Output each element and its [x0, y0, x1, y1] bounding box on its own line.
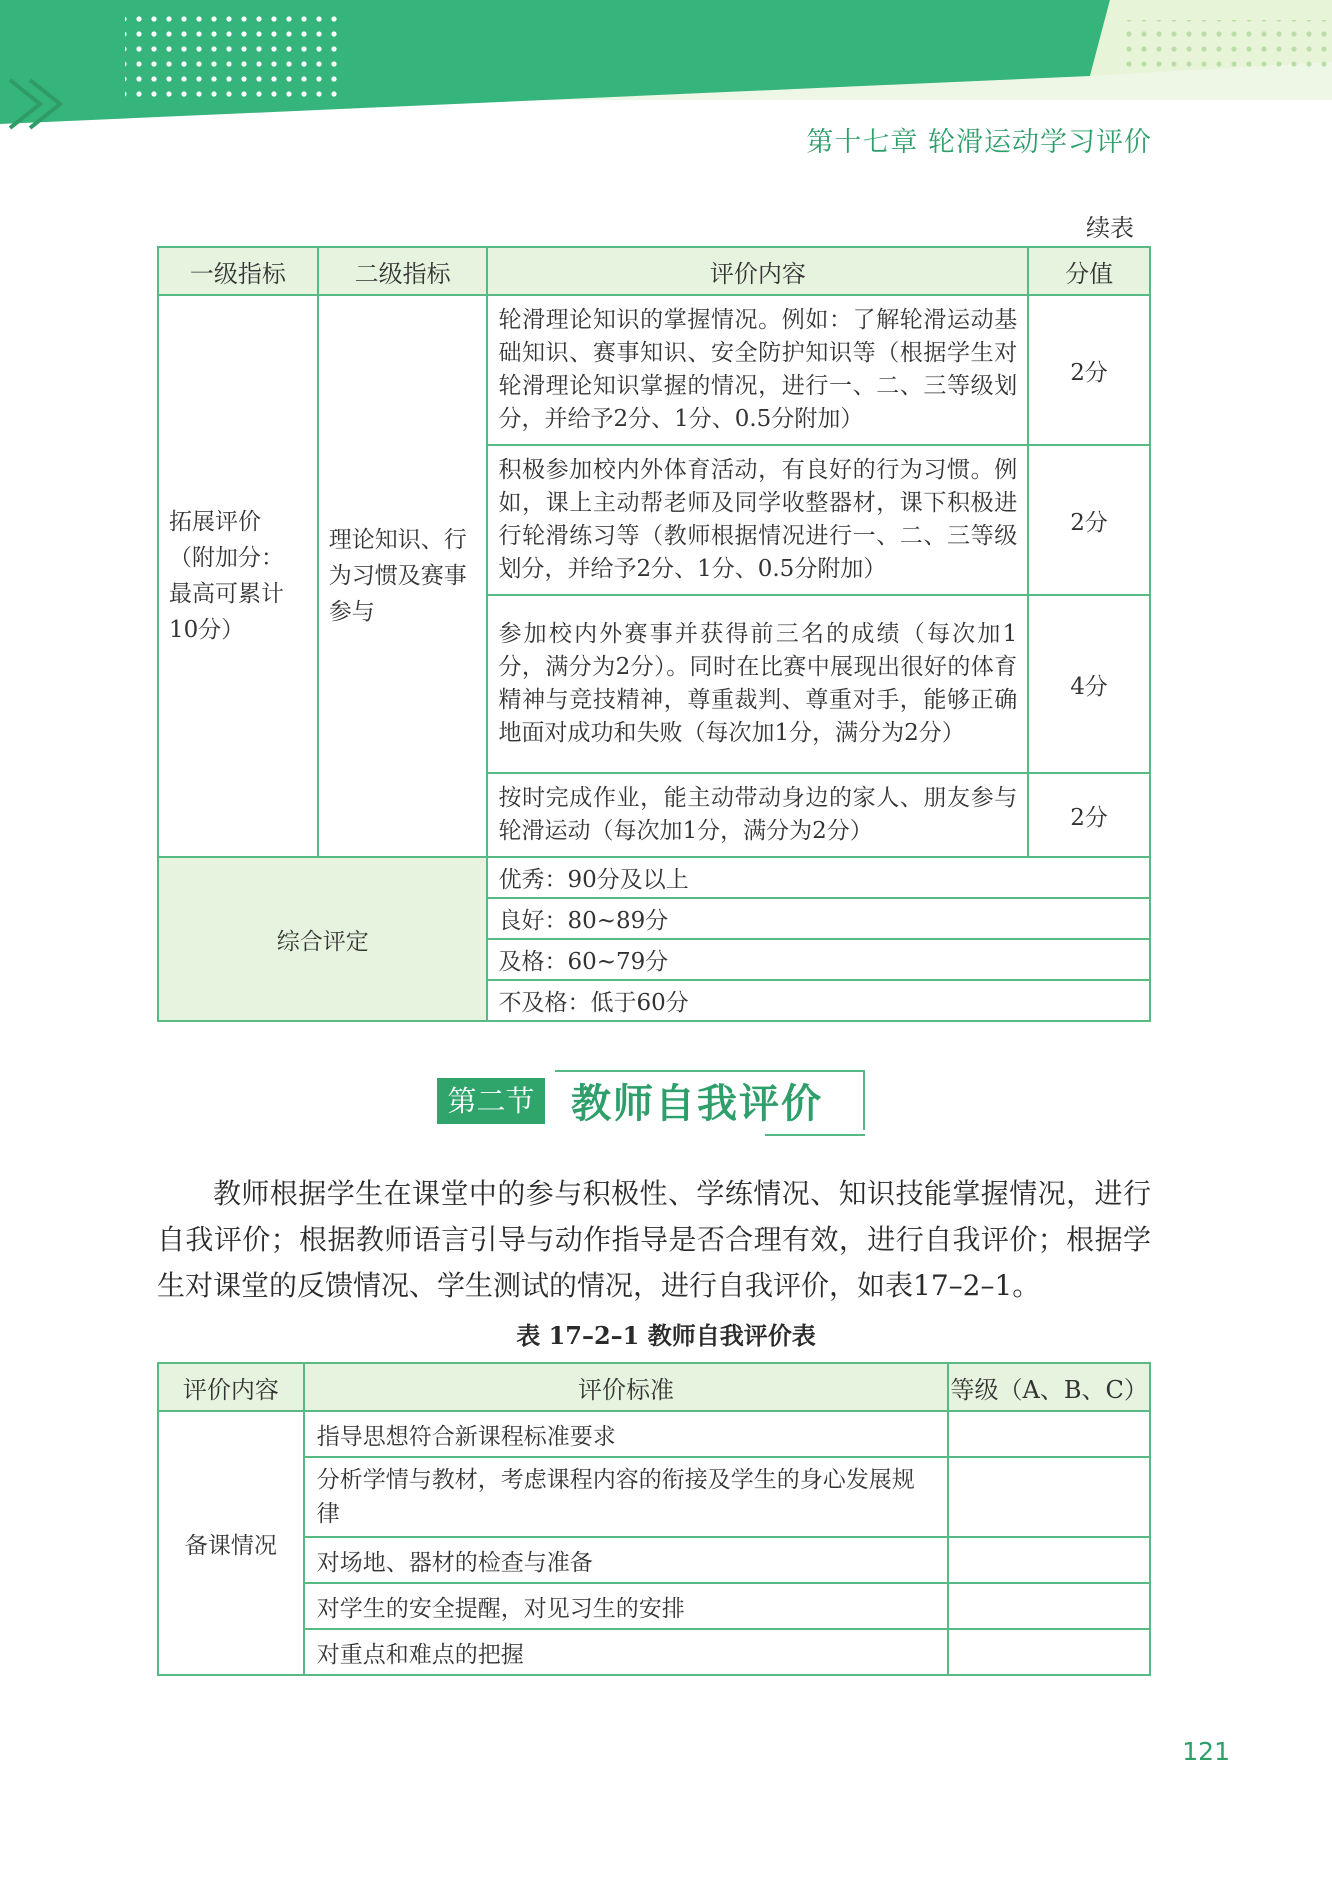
standard-cell: 对重点和难点的把握 [304, 1629, 949, 1675]
level1-indicator: 拓展评价（附加分：最高可累计10分） [158, 295, 318, 857]
grade-input-cell [948, 1411, 1150, 1457]
score-cell: 2分 [1028, 445, 1150, 595]
header-cell: 二级指标 [318, 247, 488, 295]
score-cell: 2分 [1028, 295, 1150, 445]
body-paragraph: 教师根据学生在课堂中的参与积极性、学练情况、知识技能掌握情况，进行自我评价；根据教师语言引导与动作指导是否合理有效，进行自我评价；根据学生对课堂的反馈情况、学生测试的情况，进行自我评价，如表17–2–1。 [157, 1177, 1151, 1302]
table-row [158, 1537, 1150, 1583]
table-caption: 表 17–2–1 教师自我评价表 [516, 1321, 816, 1350]
table-row [158, 1411, 1150, 1457]
header-cell: 评价内容 [158, 1363, 304, 1411]
table-row [158, 1583, 1150, 1629]
content-cell: 轮滑理论知识的掌握情况。例如：了解轮滑运动基础知识、赛事知识、安全防护知识等（根据学生对轮滑理论知识掌握的情况，进行一、二、三等级划分，并给予2分、1分、0.5分附加） [487, 295, 1028, 445]
table-row [158, 295, 1150, 445]
grade-input-cell [948, 1457, 1150, 1537]
grade-input-cell [948, 1537, 1150, 1583]
grade-cell: 良好：80~89分 [487, 898, 1150, 939]
standard-cell: 对学生的安全提醒，对见习生的安排 [304, 1583, 949, 1629]
grade-input-cell [948, 1583, 1150, 1629]
category-cell: 备课情况 [158, 1411, 304, 1675]
header-banner [0, 0, 1332, 130]
teacher-self-evaluation-table [157, 1362, 1151, 1676]
page-number: 121 [1182, 1737, 1230, 1766]
grade-cell: 不及格：低于60分 [487, 980, 1150, 1021]
score-cell: 2分 [1028, 773, 1150, 857]
header-cell: 评价标准 [304, 1363, 949, 1411]
header-cell: 分值 [1028, 247, 1150, 295]
header-cell: 评价内容 [487, 247, 1028, 295]
continued-label: 续表 [1086, 214, 1134, 242]
table-row [158, 1457, 1150, 1537]
grade-input-cell [948, 1629, 1150, 1675]
grade-cell: 优秀：90分及以上 [487, 857, 1150, 898]
standard-cell: 指导思想符合新课程标准要求 [304, 1411, 949, 1457]
header-cell: 等级（A、B、C） [948, 1363, 1150, 1411]
section-tag: 第二节 [437, 1078, 545, 1124]
chapter-title: 第十七章 轮滑运动学习评价 [806, 127, 1152, 158]
summary-label: 综合评定 [158, 857, 487, 1021]
table-header-row [158, 247, 1150, 295]
content-cell: 按时完成作业，能主动带动身边的家人、朋友参与轮滑运动（每次加1分，满分为2分） [487, 773, 1028, 857]
section-heading [437, 1070, 869, 1132]
grade-cell: 及格：60~79分 [487, 939, 1150, 980]
standard-cell: 对场地、器材的检查与准备 [304, 1537, 949, 1583]
content-cell: 参加校内外赛事并获得前三名的成绩（每次加1分，满分为2分）。同时在比赛中展现出很好的体育精神与竞技精神，尊重裁判、尊重对手，能够正确地面对成功和失败（每次加1分，满分为2分） [487, 595, 1028, 773]
evaluation-table-continued [157, 246, 1151, 1022]
content-cell: 积极参加校内外体育活动，有良好的行为习惯。例如，课上主动帮老师及同学收整器材，课下积极进行轮滑练习等（教师根据情况进行一、二、三等级划分，并给予2分、1分、0.5分附加） [487, 445, 1028, 595]
grade-row [158, 857, 1150, 898]
section-title: 教师自我评价 [571, 1081, 823, 1127]
standard-cell: 分析学情与教材，考虑课程内容的衔接及学生的身心发展规律 [304, 1457, 949, 1537]
table-row [158, 1629, 1150, 1675]
table-header-row [158, 1363, 1150, 1411]
level2-indicator: 理论知识、行为习惯及赛事参与 [318, 295, 488, 857]
score-cell: 4分 [1028, 595, 1150, 773]
header-cell: 一级指标 [158, 247, 318, 295]
